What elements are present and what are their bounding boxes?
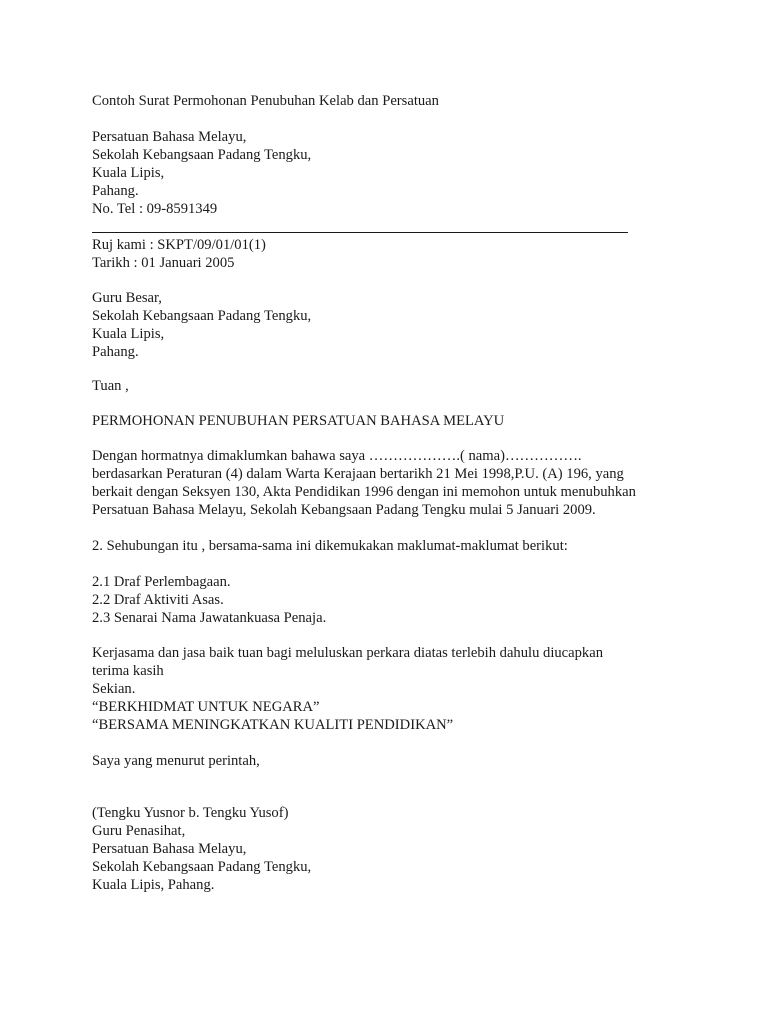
recipient-line-2: Sekolah Kebangsaan Padang Tengku, — [92, 308, 312, 324]
recipient-line-4: Pahang. — [92, 344, 139, 360]
paragraph-1-line-3: berkait dengan Seksyen 130, Akta Pendidikan 1996 dengan ini memohon untuk menubuhkan — [92, 484, 636, 500]
motto-1: “BERKHIDMAT UNTUK NEGARA” — [92, 699, 320, 715]
sender-phone: No. Tel : 09-8591349 — [92, 201, 218, 217]
recipient-line-3: Kuala Lipis, — [92, 326, 165, 342]
sender-line-1: Persatuan Bahasa Melayu, — [92, 129, 247, 145]
sign-off: Saya yang menurut perintah, — [92, 753, 260, 769]
reference-number: Ruj kami : SKPT/09/01/01(1) — [92, 237, 266, 253]
list-item: 2.1 Draf Perlembagaan. — [92, 574, 231, 590]
paragraph-1-line-2: berdasarkan Peraturan (4) dalam Warta Kerajaan bertarikh 21 Mei 1998,P.U. (A) 196, yang — [92, 466, 624, 482]
paragraph-1-line-1: Dengan hormatnya dimaklumkan bahawa saya ……………….( nama)……………. — [92, 448, 582, 464]
closing-line-1: Kerjasama dan jasa baik tuan bagi meluluskan perkara diatas terlebih dahulu diucapkan — [92, 645, 603, 661]
signatory-role: Guru Penasihat, — [92, 823, 186, 839]
paragraph-2: 2. Sehubungan itu , bersama-sama ini dikemukakan maklumat-maklumat berikut: — [92, 538, 568, 554]
paragraph-1-line-4: Persatuan Bahasa Melayu, Sekolah Kebangsaan Padang Tengku mulai 5 Januari 2009. — [92, 502, 596, 518]
signatory-line-2: Sekolah Kebangsaan Padang Tengku, — [92, 859, 312, 875]
sender-line-2: Sekolah Kebangsaan Padang Tengku, — [92, 147, 312, 163]
closing-sekian: Sekian. — [92, 681, 136, 697]
sender-line-3: Kuala Lipis, — [92, 165, 165, 181]
letter-date: Tarikh : 01 Januari 2005 — [92, 255, 235, 271]
list-item: 2.2 Draf Aktiviti Asas. — [92, 592, 224, 608]
signatory-line-1: Persatuan Bahasa Melayu, — [92, 841, 247, 857]
sender-line-4: Pahang. — [92, 183, 139, 199]
salutation: Tuan , — [92, 378, 129, 394]
motto-2: “BERSAMA MENINGKATKAN KUALITI PENDIDIKAN” — [92, 717, 454, 733]
list-item: 2.3 Senarai Nama Jawatankuasa Penaja. — [92, 610, 327, 626]
document-title: Contoh Surat Permohonan Penubuhan Kelab dan Persatuan — [92, 93, 439, 109]
closing-line-2: terima kasih — [92, 663, 164, 679]
header-divider — [92, 232, 628, 233]
signatory-line-3: Kuala Lipis, Pahang. — [92, 877, 215, 893]
subject-heading: PERMOHONAN PENUBUHAN PERSATUAN BAHASA MELAYU — [92, 413, 505, 429]
recipient-line-1: Guru Besar, — [92, 290, 162, 306]
signatory-name: (Tengku Yusnor b. Tengku Yusof) — [92, 805, 289, 821]
